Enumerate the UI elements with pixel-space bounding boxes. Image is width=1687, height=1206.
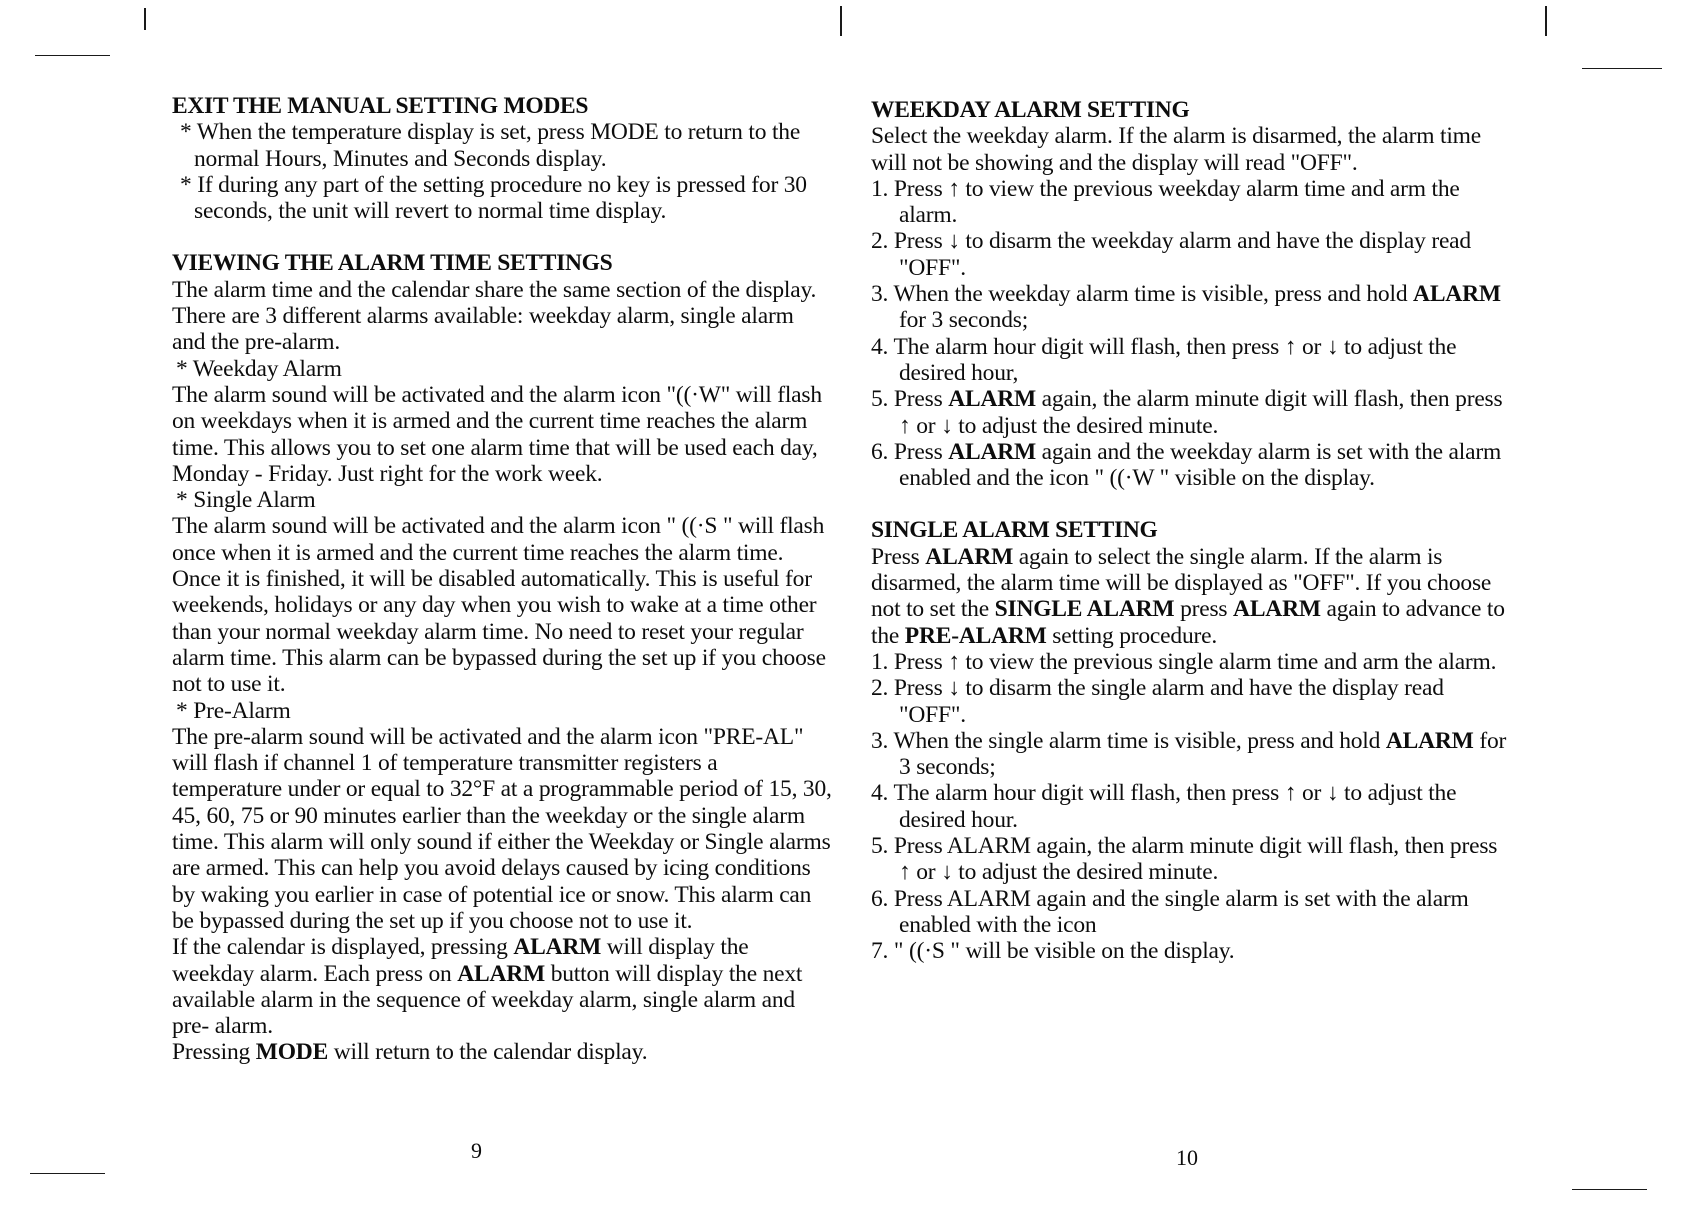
single-step-3: 3. When the single alarm time is visible, press and hold ALARM for 3 seconds;	[871, 727, 1507, 781]
single-setting-intro: Press ALARM again to select the single alarm. If the alarm is disarmed, the alarm time will be displayed as "OFF". If you choose not to set the SINGLE ALARM press ALARM again to advance to the PRE-ALARM setting procedure.	[871, 543, 1505, 649]
pre-alarm-description: The pre-alarm sound will be activated and the alarm icon "PRE-AL" will flash if channel 1 of temperature transmitter registers a temperature under or equal to 32°F at a programmable period of 15, 30, 45, 60, 75 or 90 minutes earlier than the weekday or the single alarm time. This alarm will only sound if either the Weekday or Single alarms are armed. This can help you avoid delays caused by icing conditions by waking you earlier in case of potential ice or snow. This alarm can be bypassed during the set up if you choose not to use it.	[172, 723, 832, 934]
page-number-right: 10	[1176, 1145, 1198, 1170]
view-paragraph-1: The alarm time and the calendar share the same section of the display.	[172, 276, 817, 303]
weekday-step-2: 2. Press ↓ to disarm the weekday alarm and have the display read "OFF".	[871, 228, 1471, 281]
single-step-2: 2. Press ↓ to disarm the single alarm and have the display read "OFF".	[871, 675, 1444, 728]
crop-mark-left-lower	[30, 1173, 105, 1174]
crop-mark-top-right	[1545, 6, 1547, 36]
left-page-text	[172, 93, 832, 1066]
weekday-step-3: 3. When the weekday alarm time is visible, press and hold ALARM for 3 seconds;	[871, 281, 1501, 334]
crop-mark-left-upper	[35, 55, 110, 56]
calendar-paragraph: If the calendar is displayed, pressing ALARM will display the weekday alarm. Each press on ALARM button will display the next available alarm in the sequence of weekday alarm, single alarm and pre- alarm.	[172, 934, 803, 1040]
weekday-step-1: 1. Press ↑ to view the previous weekday alarm time and arm the alarm.	[871, 175, 1460, 229]
crop-mark-top-center	[840, 6, 842, 36]
exit-item-2: * If during any part of the setting procedure no key is pressed for 30 seconds, the unit will revert to normal time display.	[180, 171, 807, 225]
crop-mark-right-upper	[1582, 68, 1662, 69]
single-step-4: 4. The alarm hour digit will flash, then press ↑ or ↓ to adjust the desired hour.	[871, 780, 1457, 833]
single-step-5: 5. Press ALARM again, the alarm minute digit will flash, then press ↑ or ↓ to adjust the desired minute.	[871, 833, 1498, 886]
weekday-step-6: 6. Press ALARM again and the weekday alarm is set with the alarm enabled and the icon " ((·W " visible on the display.	[871, 438, 1502, 492]
right-page-text	[871, 97, 1511, 965]
exit-item-1: * When the temperature display is set, press MODE to return to the normal Hours, Minutes and Seconds display.	[180, 119, 801, 172]
view-paragraph-2: There are 3 different alarms available: weekday alarm, single alarm and the pre-alarm.	[172, 303, 794, 356]
exit-heading: EXIT THE MANUAL SETTING MODES	[172, 93, 589, 119]
mode-paragraph: Pressing MODE will return to the calendar display.	[172, 1039, 648, 1066]
page-number-left: 9	[471, 1138, 482, 1163]
view-heading: VIEWING THE ALARM TIME SETTINGS	[172, 250, 613, 277]
weekday-bullet: * Weekday Alarm	[176, 355, 342, 382]
weekday-step-4: 4. The alarm hour digit will flash, then press ↑ or ↓ to adjust the desired hour,	[871, 333, 1457, 386]
weekday-description: The alarm sound will be activated and the alarm icon "((·W" will flash on weekdays when it is armed and the current time reaches the alarm time. This allows you to set one alarm time that will be used each day, Monday - Friday. Just right for the work week.	[172, 381, 822, 487]
crop-mark-top-left	[144, 8, 146, 30]
single-step-6: 6. Press ALARM again and the single alarm is set with the alarm enabled with the icon	[871, 885, 1469, 938]
single-description: The alarm sound will be activated and the alarm icon " ((·S " will flash once when it is armed and the current time reaches the alarm time. Once it is finished, it will be disabled automatically. This is useful for weekends, holidays or any day when you wish to wake at a time other than your normal weekday alarm time. No need to reset your regular alarm time. This alarm can be bypassed during the set up if you choose not to use it.	[172, 513, 826, 698]
crop-mark-right-lower	[1572, 1189, 1647, 1190]
single-step-1: 1. Press ↑ to view the previous single alarm time and arm the alarm.	[871, 648, 1497, 675]
single-step-7: 7. " ((·S " will be visible on the display.	[871, 938, 1235, 965]
single-bullet: * Single Alarm	[176, 487, 316, 514]
single-setting-heading: SINGLE ALARM SETTING	[871, 517, 1158, 544]
weekday-step-5: 5. Press ALARM again, the alarm minute digit will flash, then press ↑ or ↓ to adjust the desired minute.	[871, 386, 1503, 439]
pre-alarm-bullet: * Pre-Alarm	[176, 697, 291, 724]
weekday-setting-intro: Select the weekday alarm. If the alarm is disarmed, the alarm time will not be showing and the display will read "OFF".	[871, 123, 1481, 176]
weekday-setting-heading: WEEKDAY ALARM SETTING	[871, 97, 1190, 123]
